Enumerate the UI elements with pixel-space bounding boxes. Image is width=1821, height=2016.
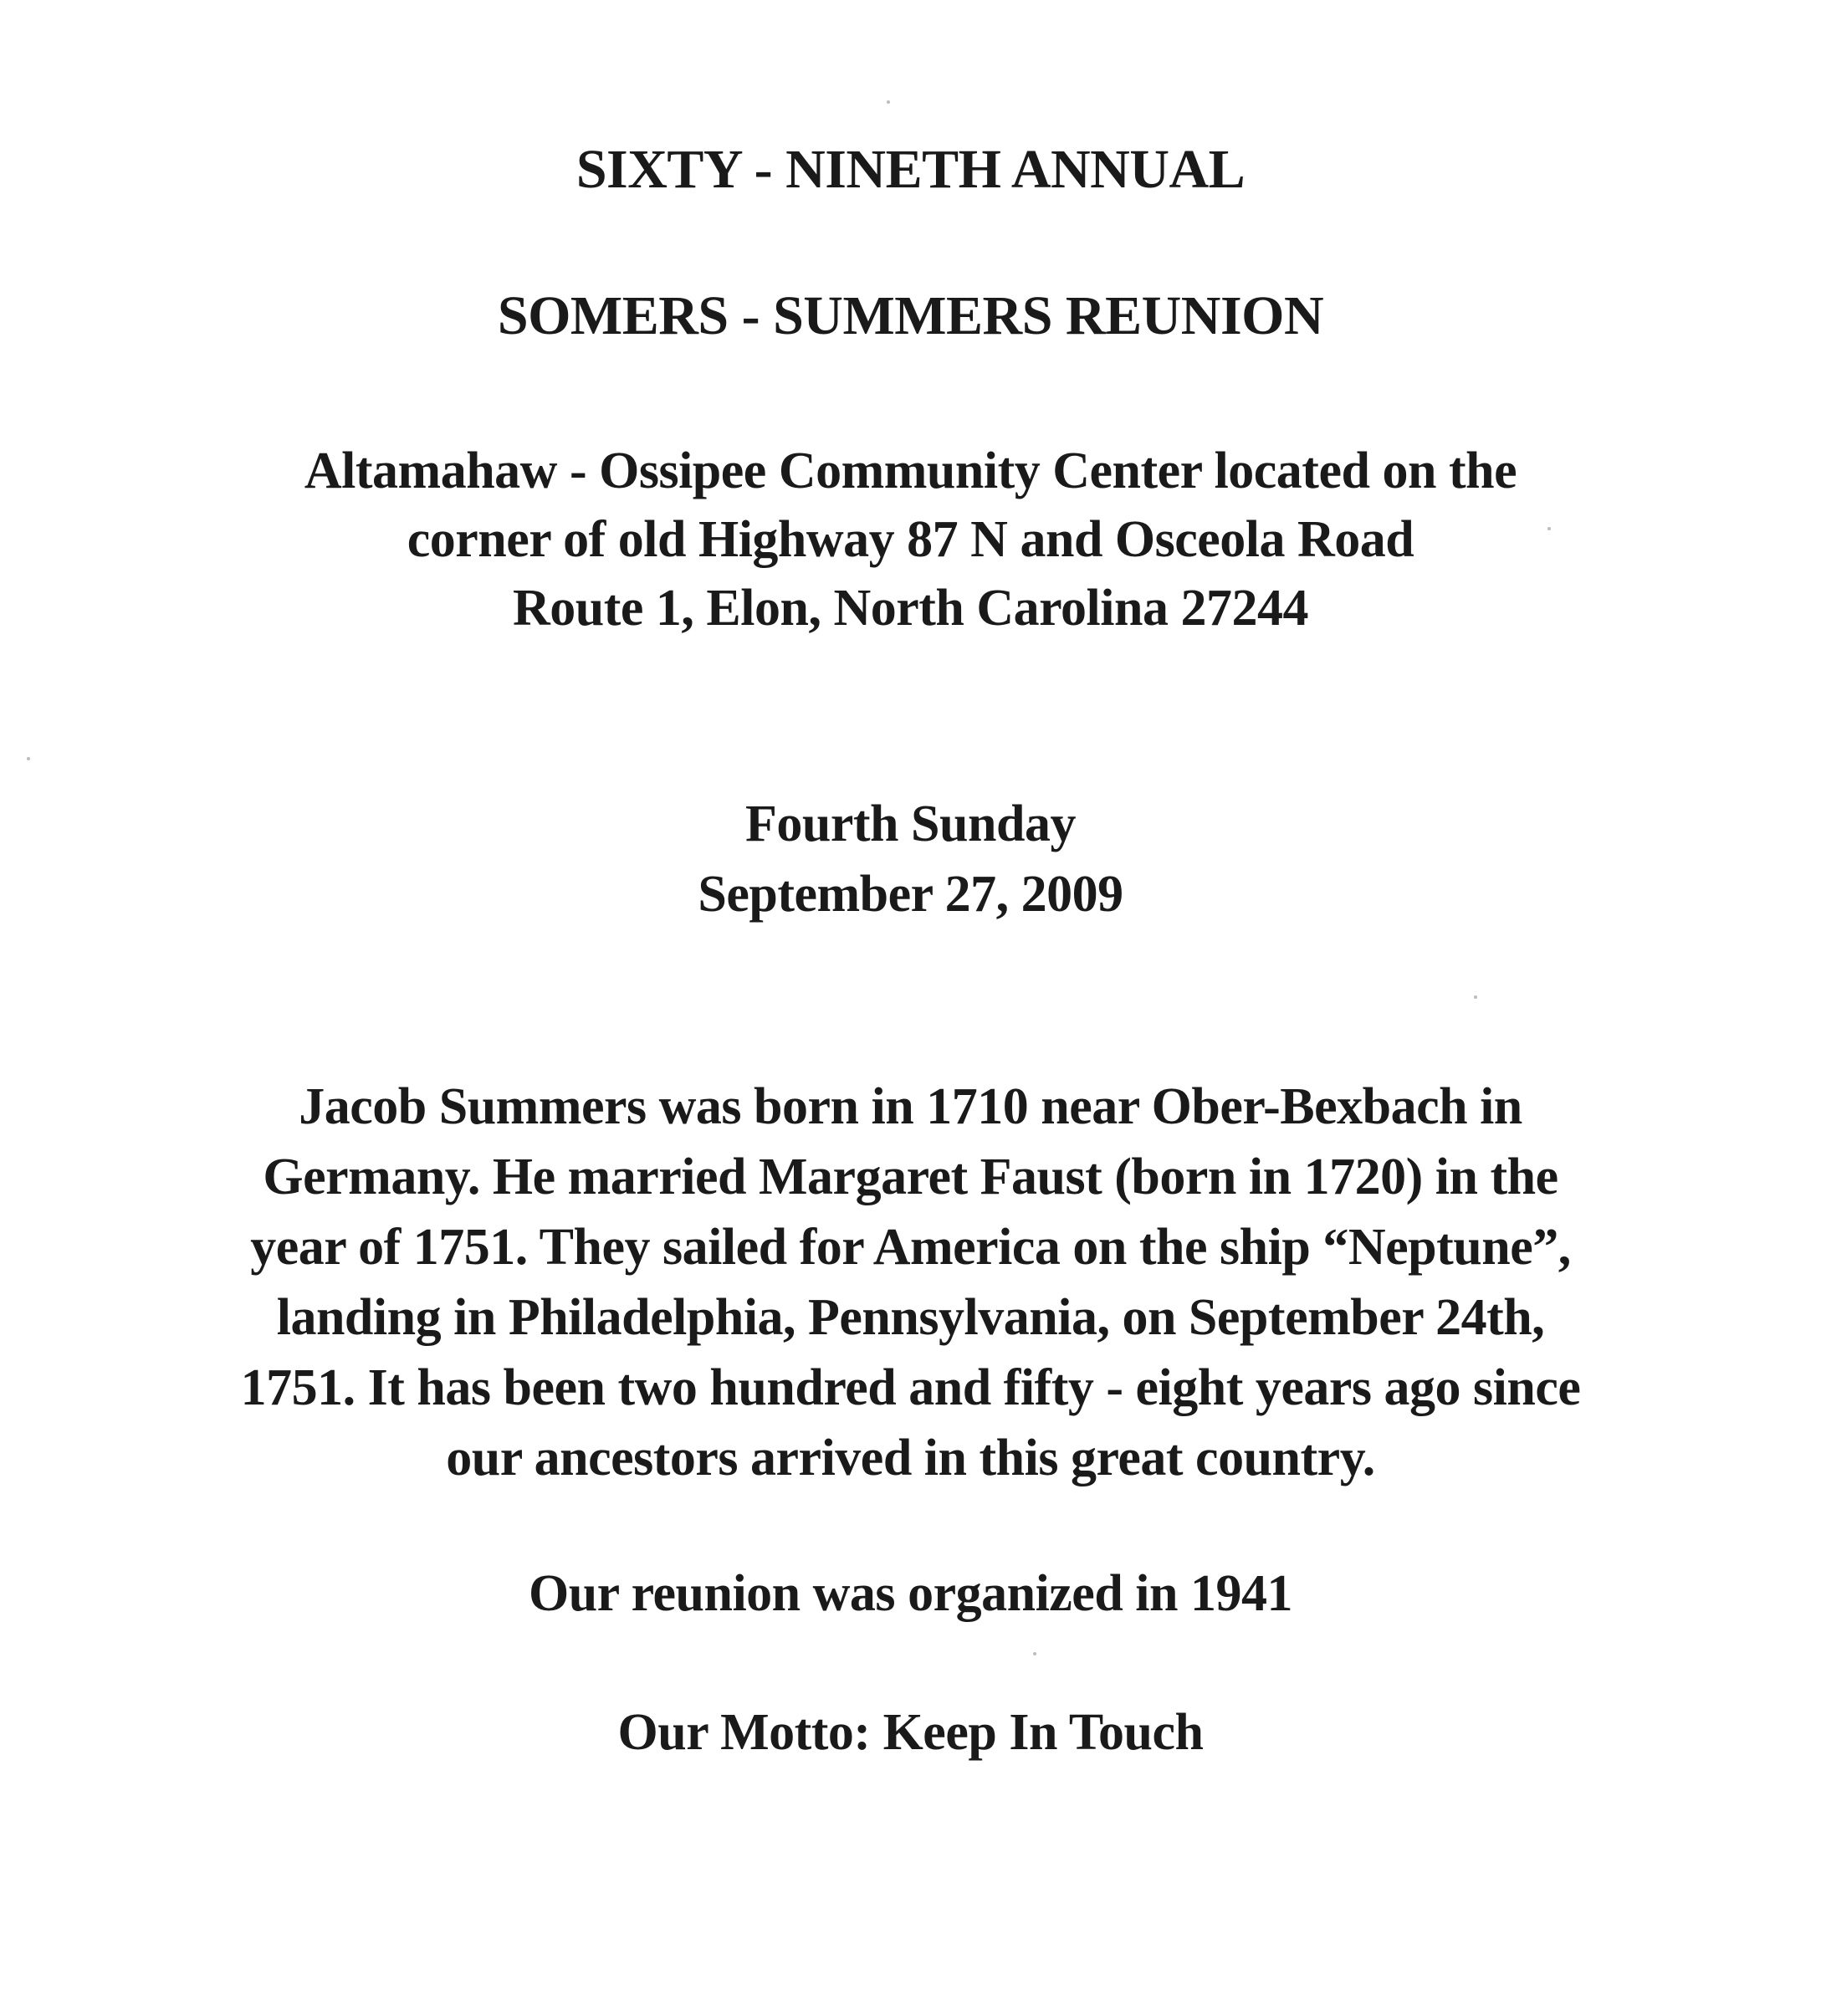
location-line-3: Route 1, Elon, North Carolina 27244 [512, 580, 1308, 637]
event-day: Fourth Sunday [745, 796, 1076, 852]
location-line-1: Altamahaw - Ossipee Community Center located on the [304, 443, 1517, 499]
history-line-3: year of 1751. They sailed for America on the ship “Neptune”, [250, 1219, 1571, 1276]
location-line-2: corner of old Highway 87 N and Osceola Road [407, 511, 1414, 568]
scan-speck [1474, 995, 1477, 999]
scan-speck [1033, 1652, 1036, 1655]
scan-speck [1547, 527, 1551, 530]
scan-speck [27, 757, 30, 760]
history-line-1: Jacob Summers was born in 1710 near Ober-Bexbach in [299, 1078, 1522, 1135]
history-line-6: our ancestors arrived in this great country. [446, 1430, 1375, 1486]
title-line-1: SIXTY - NINETH ANNUAL [575, 139, 1246, 200]
history-line-4: landing in Philadelphia, Pennsylvania, on September 24th, [276, 1289, 1545, 1346]
scan-speck [887, 100, 890, 104]
history-line-5: 1751. It has been two hundred and fifty - eight years ago since [240, 1359, 1581, 1416]
motto: Our Motto: Keep In Touch [617, 1704, 1204, 1761]
event-date: September 27, 2009 [698, 866, 1123, 923]
history-line-2: Germany. He married Margaret Faust (born in 1720) in the [263, 1149, 1558, 1205]
title-line-2: SOMERS - SUMMERS REUNION [497, 285, 1324, 346]
organized-statement: Our reunion was organized in 1941 [528, 1565, 1293, 1622]
